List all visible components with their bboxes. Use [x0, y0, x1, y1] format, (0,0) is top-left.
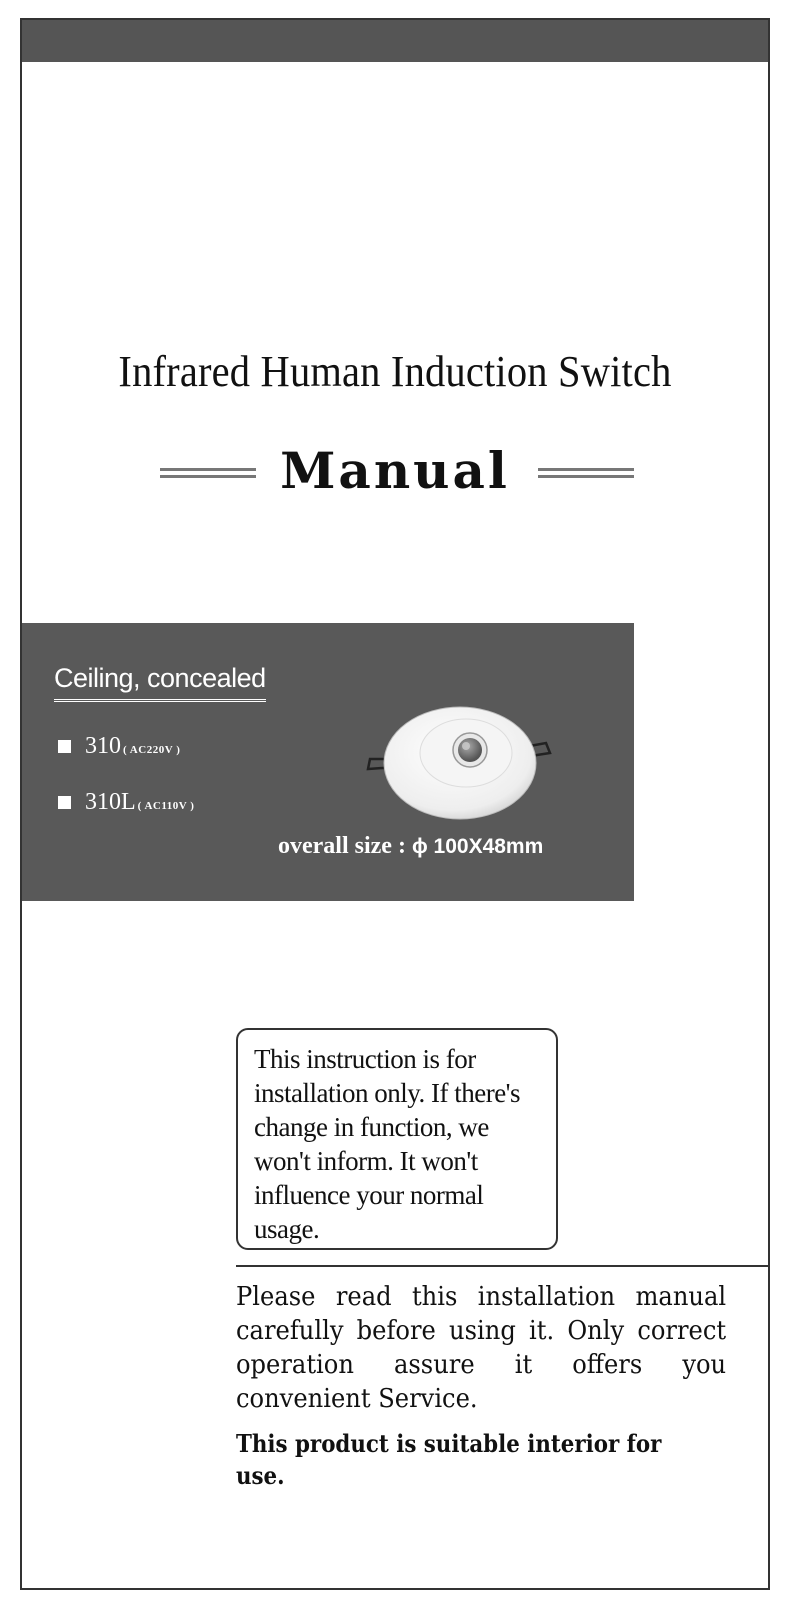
model-voltage: ( AC110V ) — [137, 800, 195, 812]
product-category: Ceiling, concealed — [54, 661, 266, 702]
notice-box: This instruction is for installation only. If there's change in function, we won't inform. It won't influence your normal usage. — [236, 1028, 558, 1250]
suitability-note: This product is suitable interior for use. — [236, 1429, 662, 1490]
sensor-device-image — [366, 703, 554, 823]
product-panel — [22, 623, 634, 901]
overall-size — [278, 833, 543, 860]
overall-size-label: overall size : — [278, 833, 406, 859]
read-manual-instruction: Please read this installation manual carefully before using it. Only correct operation assure it offers you convenient Service. — [236, 1282, 727, 1414]
model-name: 310 — [85, 733, 121, 759]
subtitle-row — [22, 438, 768, 508]
model-name: 310L — [85, 789, 136, 815]
section-divider — [236, 1265, 768, 1267]
decorative-double-line-right — [538, 468, 634, 478]
model-option — [58, 789, 194, 816]
checkbox-icon — [58, 740, 71, 753]
model-option — [58, 733, 180, 760]
checkbox-icon — [58, 796, 71, 809]
document-subtitle: Manual — [280, 441, 510, 500]
overall-size-value: ϕ 100X48mm — [411, 835, 544, 858]
model-voltage: ( AC220V ) — [123, 744, 181, 756]
document-title: Infrared Human Induction Switch — [118, 347, 672, 396]
manual-page — [20, 18, 770, 1590]
top-bar — [22, 20, 768, 62]
